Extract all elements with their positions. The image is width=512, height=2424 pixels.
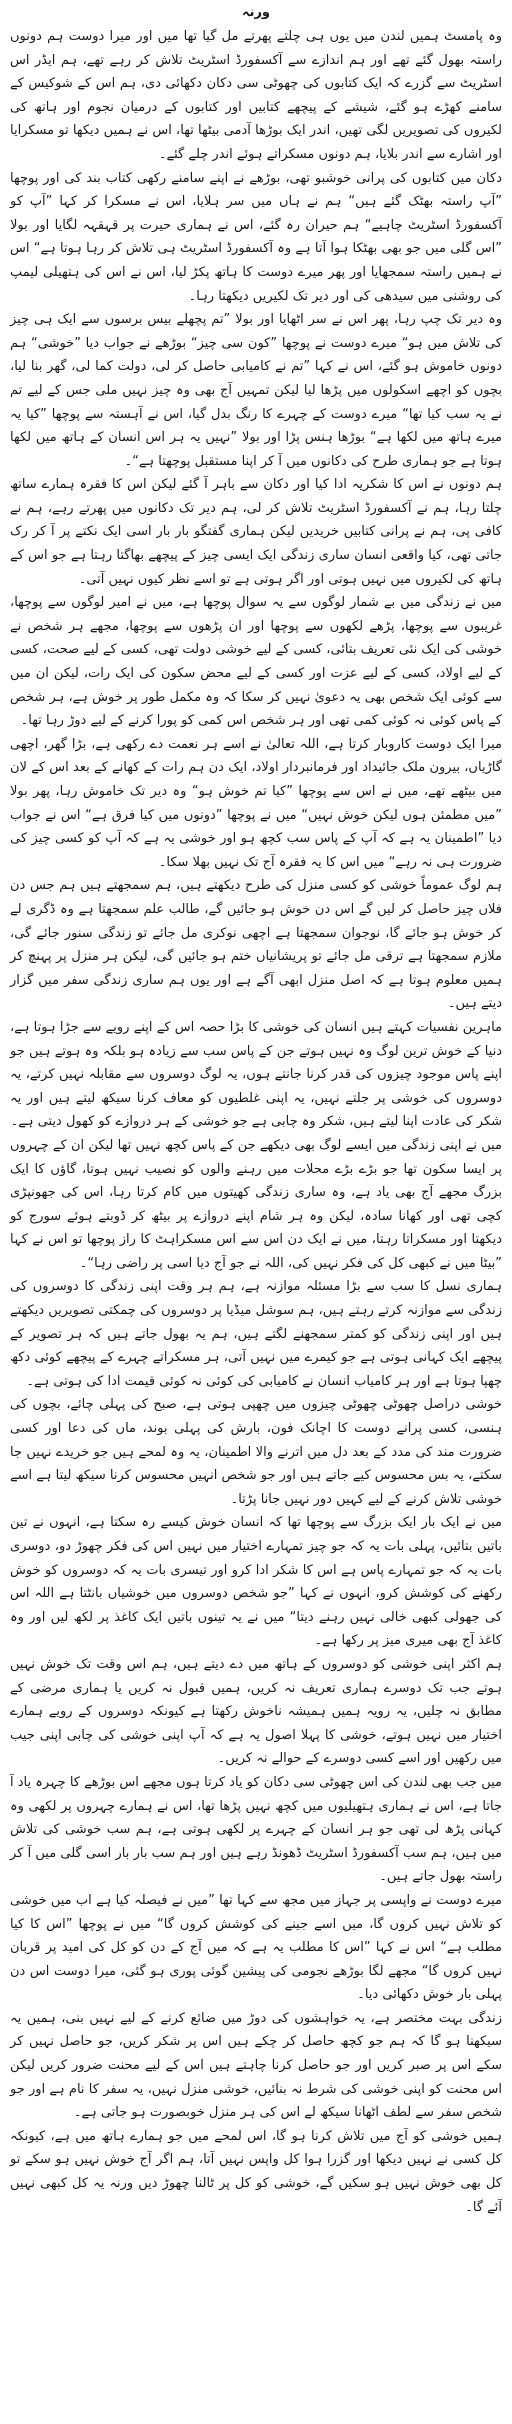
article-paragraph: وہ پامسٹ ہمیں لندن میں یوں ہی چلتے پھرتے مل گیا تھا میں اور میرا دوست ہم دونوں راستہ بھول گئے تھے اور ہم اندازے سے آکسفورڈ اسٹریٹ تلاش کر رہے تھے، ہم ایڈر اس اسٹریٹ سے گزرے کہ ایک کتابوں کی چھوٹی سی دکان دکھائی دی، ہم اس کے شوکیس کے سامنے کھڑے ہو گئے، شیشے کے پیچھے کتابیں اور کتابوں کے درمیان نجوم اور ہاتھ کی لکیروں کی تصویریں لگی تھیں، اندر ایک بوڑھا آدمی بیٹھا تھا، اس نے ہمیں دیکھا تو مسکرایا اور اشارے سے اندر بلایا، ہم دونوں مسکراتے ہوئے اندر چلے گئے۔ xyxy=(10,29,502,162)
article-body xyxy=(10,25,502,2219)
article-paragraph: میرے دوست نے واپسی پر جہاز میں مجھ سے کہا تھا ”میں نے فیصلہ کیا ہے اب میں خوشی کو تلاش نہیں کروں گا، میں اسے جینے کی کوشش کروں گا“ میں نے پوچھا ”اس کا کیا مطلب ہے“ اس نے کہا ”اس کا مطلب یہ ہے کہ میں آج کے دن کو کل کی امید پر قربان نہیں کروں گا“ مجھے لگا بوڑھے نجومی کی پیشین گوئی پوری ہو گئی، میرا دوست اس دن پہلی بار خوش دکھائی دیا۔ xyxy=(10,1892,502,2003)
article-paragraph: ہماری نسل کا سب سے بڑا مسئلہ موازنہ ہے، ہم ہر وقت اپنی زندگی کا دوسروں کی زندگی سے موازنہ کرتے رہتے ہیں، ہم سوشل میڈیا پر دوسروں کی چمکتی تصویریں دیکھتے ہیں اور اپنی زندگی کو کمتر سمجھنے لگتے ہیں، ہم یہ بھول جاتے ہیں کہ ہر تصویر کے پیچھے ایک کہانی ہوتی ہے جو کیمرے میں نہیں آتی، ہر مسکراتے چہرے کے پیچھے کوئی دکھ چھپا ہوتا ہے اور ہر کامیاب انسان نے کامیابی کی کوئی نہ کوئی قیمت ادا کی ہوتی ہے۔ xyxy=(10,1279,502,1389)
article-paragraph: وہ دیر تک چپ رہا، پھر اس نے سر اٹھایا اور بولا ”تم پچھلے بیس برسوں سے ایک ہی چیز کی تلاش میں ہو“ میرے دوست نے پوچھا ”کون سی چیز“ بوڑھے نے جواب دیا ”خوشی“ ہم دونوں خاموش ہو گئے، اس نے کہا ”تم نے کامیابی حاصل کر لی، دولت کما لی، گھر بنا لیا، بچوں کو اچھے اسکولوں میں پڑھا لیا لیکن تمہیں آج بھی وہ چیز نہیں ملی جس کے لیے تم نے یہ سب کیا تھا“ میرے دوست کے چہرے کا رنگ بدل گیا، اس نے آہستہ سے پوچھا ”کیا یہ میرے ہاتھ میں لکھا ہے“ بوڑھا ہنس پڑا اور بولا ”نہیں یہ ہر اس انسان کے ہاتھ میں لکھا ہوتا ہے جو ہماری طرح کی دکانوں میں آ کر اپنا مستقبل پوچھتا ہے“۔ xyxy=(10,312,502,469)
article-paragraph: زندگی بہت مختصر ہے، یہ خواہشوں کی دوڑ میں ضائع کرنے کے لیے نہیں بنی، ہمیں یہ سیکھنا ہو گا کہ ہم جو کچھ حاصل کر چکے ہیں اس پر شکر کریں، جو حاصل نہیں کر سکے اس پر صبر کریں اور جو حاصل کرنا چاہتے ہیں اس کے لیے محنت ضرور کریں لیکن اس محنت کو اپنی خوشی کی شرط نہ بنائیں، خوشی منزل نہیں، یہ سفر کا نام ہے اور جو شخص سفر سے لطف اٹھانا سیکھ لے اس کی ہر منزل خوبصورت ہو جاتی ہے۔ xyxy=(10,2010,502,2121)
article-paragraph: میرا ایک دوست کاروبار کرتا ہے، اللہ تعالیٰ نے اسے ہر نعمت دے رکھی ہے، بڑا گھر، اچھی گاڑیاں، بیرون ملک جائیداد اور فرمانبردار اولاد، ایک دن ہم رات کے کھانے کے بعد اس کے لان میں بیٹھے تھے، میں نے اس سے پوچھا ”کیا تم خوش ہو“ وہ دیر تک خاموش رہا، پھر بولا ”میں مطمئن ہوں لیکن خوش نہیں“ میں نے پوچھا ”دونوں میں کیا فرق ہے“ اس نے جواب دیا ”اطمینان یہ ہے کہ آپ کے پاس سب کچھ ہو اور خوشی یہ ہے کہ آپ کو کسی چیز کی ضرورت ہی نہ رہے“ میں اس کا یہ فقرہ آج تک نہیں بھلا سکا۔ xyxy=(10,736,502,870)
article-paragraph: میں نے زندگی میں بے شمار لوگوں سے یہ سوال پوچھا ہے، میں نے امیر لوگوں سے پوچھا، غریبوں سے پوچھا، پڑھے لکھوں سے پوچھا اور ان پڑھوں سے پوچھا، مجھے ہر شخص نے خوشی کی ایک نئی تعریف بتائی، کسی کے لیے خوشی دولت تھی، کسی کے لیے صحت، کسی کے لیے اولاد، کسی کے لیے عزت اور کسی کے لیے محض سکون کی ایک رات، لیکن ان میں سے کوئی ایک شخص بھی یہ دعویٰ نہیں کر سکا کہ وہ مکمل طور پر خوش ہے، ہر شخص کے پاس کوئی نہ کوئی کمی تھی اور ہر شخص اس کمی کو پورا کرنے کے لیے دوڑ رہا تھا۔ xyxy=(10,595,502,729)
article-paragraph: ماہرین نفسیات کہتے ہیں انسان کی خوشی کا بڑا حصہ اس کے اپنے رویے سے جڑا ہوتا ہے، دنیا کے خوش ترین لوگ وہ نہیں ہوتے جن کے پاس سب سے زیادہ ہو بلکہ وہ ہوتے ہیں جو اپنے پاس موجود چیزوں کی قدر کرنا جانتے ہوں، یہ لوگ دوسروں سے مقابلہ نہیں کرتے، یہ دوسروں کی خوشی پر جلتے نہیں، یہ اپنی غلطیوں کو معاف کرنا سیکھ لیتے ہیں اور یہ شکر کی عادت اپنا لیتے ہیں، شکر وہ چابی ہے جو خوشی کے ہر دروازے کو کھول دیتی ہے۔ xyxy=(10,1019,502,1130)
article-paragraph: ہمیں خوشی کو آج میں تلاش کرنا ہو گا، اس لمحے میں جو ہمارے ہاتھ میں ہے، کیونکہ کل کسی نے نہیں دیکھا اور گزرا ہوا کل واپس نہیں آتا، ہم اگر آج خوش نہیں ہو سکے تو کل بھی خوش نہیں ہو سکیں گے، خوشی کو کل پر ٹالنا چھوڑ دیں ورنہ یہ کل کبھی نہیں آئے گا۔ xyxy=(10,2128,502,2215)
article-paragraph: میں نے اپنی زندگی میں ایسے لوگ بھی دیکھے جن کے پاس کچھ نہیں تھا لیکن ان کے چہروں پر ایسا سکون تھا جو بڑے بڑے محلات میں رہنے والوں کو نصیب نہیں ہوتا، گاؤں کا ایک بزرگ مجھے آج بھی یاد ہے، وہ ساری زندگی کھیتوں میں کام کرتا رہا، اس کی جھونپڑی کچی تھی اور کھانا سادہ، لیکن وہ ہر شام اپنے دروازے پر بیٹھ کر ڈوبتے ہوئے سورج کو دیکھتا اور مسکراتا رہتا، میں نے ایک دن اس سے اس مسکراہٹ کا راز پوچھا تو اس نے کہا ”بیٹا میں نے کبھی کل کی فکر نہیں کی، اللہ نے جو آج دیا اسی پر راضی رہا“۔ xyxy=(10,1137,502,1271)
article-paragraph: میں جب بھی لندن کی اس چھوٹی سی دکان کو یاد کرتا ہوں مجھے اس بوڑھے کا چہرہ یاد آ جاتا ہے، اس نے ہماری ہتھیلیوں میں کچھ نہیں پڑھا تھا، اس نے ہمارے چہروں پر لکھی وہ کہانی پڑھ لی تھی جو ہر انسان کے چہرے پر لکھی ہوتی ہے، ہم سب خوشی کی تلاش میں ہیں، ہم سب آکسفورڈ اسٹریٹ ڈھونڈ رہے ہیں اور ہم سب بار بار اسی گلی میں آ کر راستہ بھول جاتے ہیں۔ xyxy=(10,1774,502,1885)
article-title: ورنہ xyxy=(241,5,271,20)
article-paragraph: میں نے ایک بار ایک بزرگ سے پوچھا تھا کہ انسان خوش کیسے رہ سکتا ہے، انہوں نے تین باتیں بتائیں، پہلی بات یہ کہ جو چیز تمہارے اختیار میں نہیں اس کی فکر چھوڑ دو، دوسری بات یہ کہ جو تمہارے پاس ہے اس کا شکر ادا کرو اور تیسری بات یہ کہ دوسروں کو خوش رکھنے کی کوشش کرو، انہوں نے کہا ”جو شخص دوسروں میں خوشیاں بانٹتا ہے اللہ اس کی جھولی کبھی خالی نہیں رہنے دیتا“ میں نے یہ تینوں باتیں ایک کاغذ پر لکھ لیں اور وہ کاغذ آج بھی میری میز پر رکھا ہے۔ xyxy=(10,1515,502,1649)
article-paragraph: دکان میں کتابوں کی پرانی خوشبو تھی، بوڑھے نے اپنے سامنے رکھی کتاب بند کی اور پوچھا ”آپ راستہ بھٹک گئے ہیں“ ہم نے ہاں میں سر ہلایا، اس نے مسکرا کر کہا ”آپ کو آکسفورڈ اسٹریٹ چاہیے“ ہم حیران رہ گئے، اس نے ہماری حیرت پر قہقہہ لگایا اور بولا ”اس گلی میں جو بھی بھٹکا ہوا آتا ہے وہ آکسفورڈ اسٹریٹ ہی تلاش کر رہا ہوتا ہے“ اس نے ہمیں راستہ سمجھایا اور پھر میرے دوست کا ہاتھ پکڑ لیا، اس نے اس کی ہتھیلی لیمپ کی روشنی میں سیدھی کی اور دیر تک لکیریں دیکھتا رہا۔ xyxy=(10,170,502,304)
article-paragraph: خوشی دراصل چھوٹی چھوٹی چیزوں میں چھپی ہوتی ہے، صبح کی پہلی چائے، بچوں کی ہنسی، کسی پرانے دوست کا اچانک فون، بارش کی پہلی بوند، ماں کی دعا اور کسی ضرورت مند کی مدد کے بعد دل میں اترنے والا اطمینان، یہ وہ لمحے ہیں جو خریدے نہیں جا سکتے، یہ بس محسوس کیے جاتے ہیں اور جو شخص انہیں محسوس کرنا سیکھ لیتا ہے اسے خوشی تلاش کرنے کے لیے کہیں دور نہیں جانا پڑتا۔ xyxy=(10,1397,502,1507)
article-paragraph: ہم اکثر اپنی خوشی کو دوسروں کے ہاتھ میں دے دیتے ہیں، ہم اس وقت تک خوش نہیں ہوتے جب تک دوسرے ہماری تعریف نہ کریں، ہمیں قبول نہ کریں یا ہماری مرضی کے مطابق نہ چلیں، یہ رویہ ہمیں ہمیشہ ناخوش رکھتا ہے کیونکہ دوسروں کے رویے ہمارے اختیار میں نہیں ہوتے، خوشی کا پہلا اصول یہ ہے کہ آپ اپنی خوشی کی چابی اپنی جیب میں رکھیں اور اسے کسی دوسرے کے حوالے نہ کریں۔ xyxy=(10,1656,502,1767)
article-paragraph: ہم لوگ عموماً خوشی کو کسی منزل کی طرح دیکھتے ہیں، ہم سمجھتے ہیں ہم جس دن فلاں چیز حاصل کر لیں گے اس دن خوش ہو جائیں گے، طالب علم سمجھتا ہے وہ ڈگری لے کر خوش ہو جائے گا، نوجوان سمجھتا ہے اچھی نوکری مل جائے تو زندگی سنور جائے گی، ملازم سمجھتا ہے ترقی مل جائے تو پریشانیاں ختم ہو جائیں گی، لیکن ہر منزل پر پہنچ کر ہمیں معلوم ہوتا ہے کہ اصل منزل ابھی آگے ہے اور یوں ہم ساری زندگی سفر میں گزار دیتے ہیں۔ xyxy=(10,878,502,1012)
article-paragraph: ہم دونوں نے اس کا شکریہ ادا کیا اور دکان سے باہر آ گئے لیکن اس کا فقرہ ہمارے ساتھ چلتا رہا، ہم نے آکسفورڈ اسٹریٹ تلاش کر لی، ہم دیر تک دکانوں میں پھرتے رہے، ہم نے کافی پی، ہم نے پرانی کتابیں خریدیں لیکن ہماری گفتگو بار بار اسی ایک نکتے پر آ کر رک جاتی تھی، کیا واقعی انسان ساری زندگی ایک ایسی چیز کے پیچھے بھاگتا رہتا ہے جو اس کے ہاتھ کی لکیروں میں نہیں ہوتی اور اگر ہوتی ہے تو اسے نظر کیوں نہیں آتی۔ xyxy=(10,477,502,587)
